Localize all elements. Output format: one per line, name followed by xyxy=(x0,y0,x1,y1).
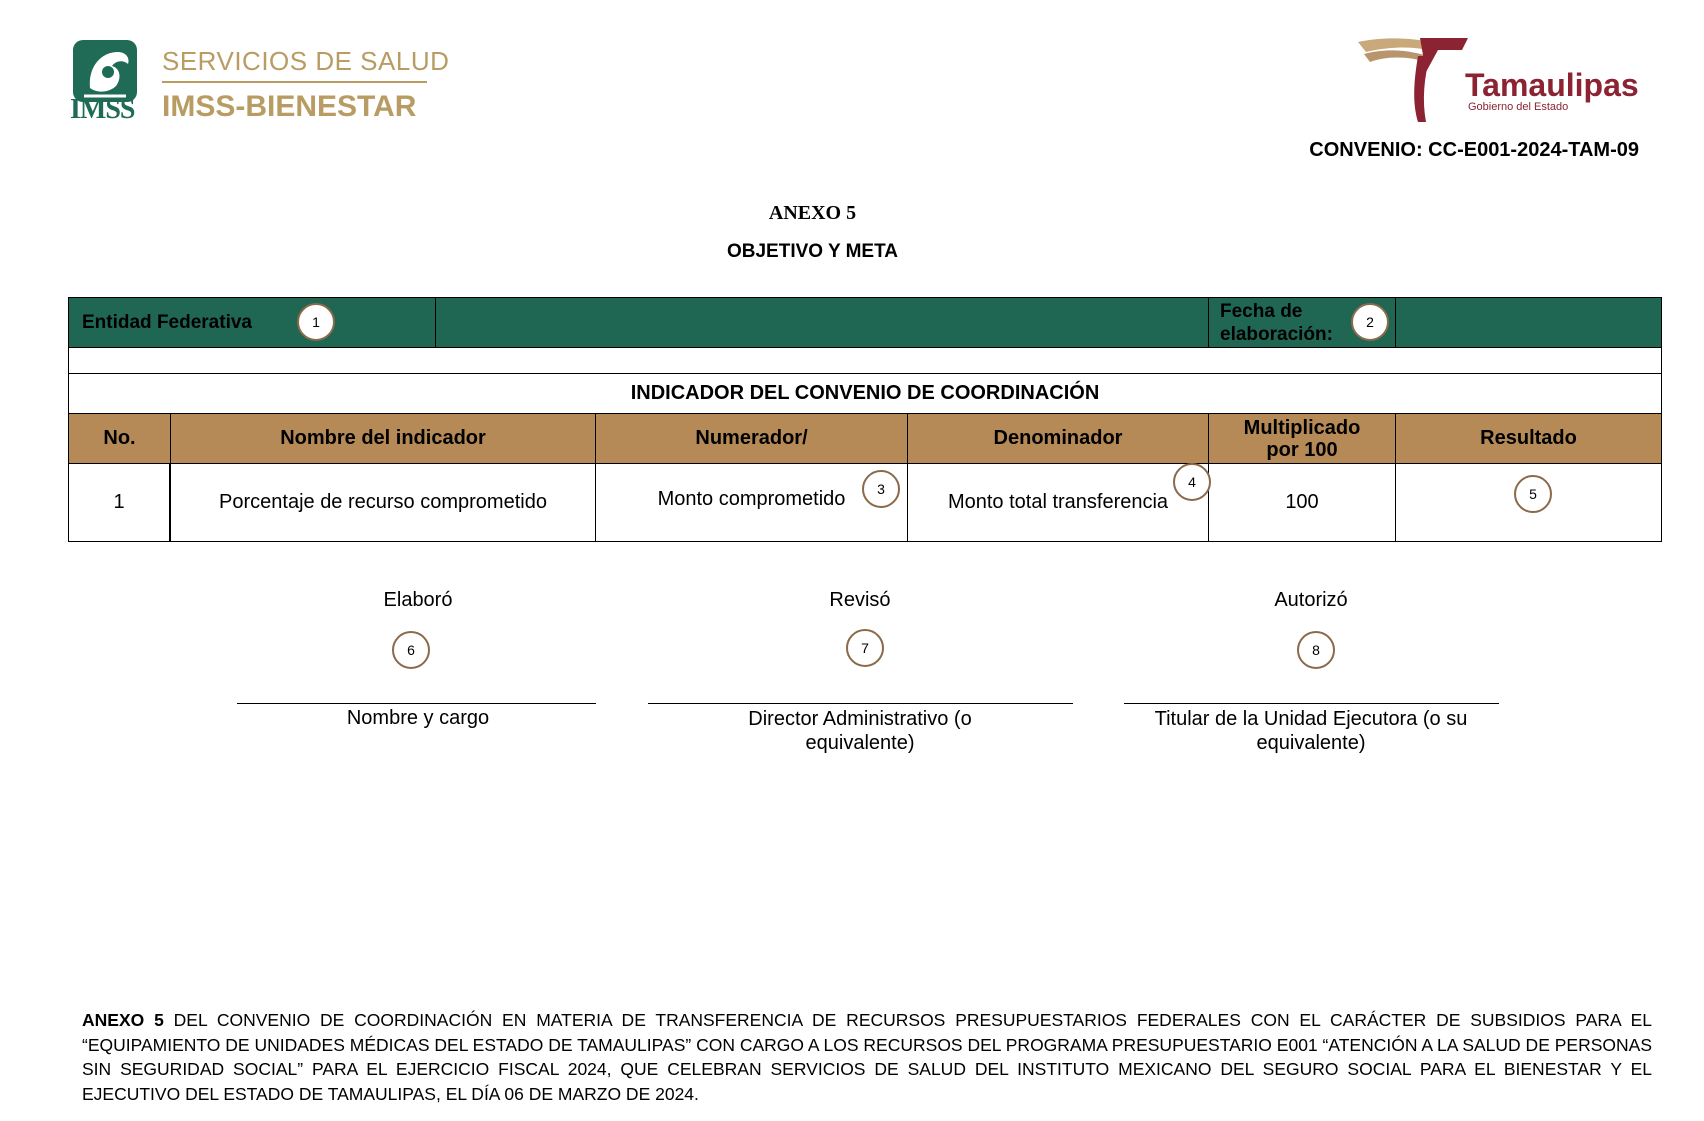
signature-line-reviso xyxy=(648,703,1073,704)
row-no: 1 xyxy=(68,463,171,542)
signature-caption-autorizo: Titular de la Unidad Ejecutora (o su equivalente) xyxy=(1154,708,1468,754)
servicios-salud-text: SERVICIOS DE SALUD xyxy=(162,46,450,76)
tamaulipas-subtitle: Gobierno del Estado xyxy=(1468,101,1569,113)
tamaulipas-emblem-icon xyxy=(1356,36,1476,126)
logo-divider xyxy=(162,81,427,83)
entidad-value-cell[interactable] xyxy=(435,297,1209,348)
fecha-label: Fecha de elaboración: xyxy=(1220,300,1333,345)
marker-5: 5 xyxy=(1514,475,1552,513)
row-nombre: Porcentaje de recurso comprometido xyxy=(170,463,596,542)
signature-line-elaboro xyxy=(237,703,596,704)
section-title: INDICADOR DEL CONVENIO DE COORDINACIÓN xyxy=(68,373,1662,414)
signature-title-autorizo: Autorizó xyxy=(1274,589,1348,611)
row-numerador: Monto comprometido xyxy=(595,463,908,542)
marker-3: 3 xyxy=(862,470,900,508)
marker-6: 6 xyxy=(392,631,430,669)
col-header-nombre: Nombre del indicador xyxy=(170,413,596,464)
col-header-multiplicado: Multiplicado por 100 xyxy=(1208,413,1396,464)
footer-bold-lead: ANEXO 5 xyxy=(82,1010,164,1030)
col-header-denominador: Denominador xyxy=(907,413,1209,464)
imss-bienestar-text: IMSS-BIENESTAR xyxy=(162,90,417,123)
marker-1: 1 xyxy=(297,303,335,341)
row-denominador: Monto total transferencia xyxy=(907,463,1209,542)
signature-caption-elaboro: Nombre y cargo xyxy=(346,707,490,729)
entidad-label: Entidad Federativa xyxy=(82,311,252,333)
signature-title-elaboro: Elaboró xyxy=(383,589,453,611)
row-multiplicado: 100 xyxy=(1208,463,1396,542)
anexo-title: ANEXO 5 xyxy=(768,202,857,224)
signature-caption-reviso: Director Administrativo (o equivalente) xyxy=(748,708,972,754)
signature-title-reviso: Revisó xyxy=(829,589,891,611)
objetivo-title: OBJETIVO Y META xyxy=(726,241,899,262)
col-header-numerador: Numerador/ xyxy=(595,413,908,464)
footer-body: DEL CONVENIO DE COORDINACIÓN EN MATERIA DE TRANSFERENCIA DE RECURSOS PRESUPUESTARIOS FEDERALES CON EL CARÁCTER DE SUBSIDIOS PARA EL “EQUIPAMIENTO DE UNIDADES MÉDICAS DEL ESTADO DE TAMAULIPAS” CON CARGO A LOS RECURSOS DEL PROGRAMA PRESUPUESTARIO E001 “ATENCIÓN A LA SALUD DE PERSONAS SIN SEGURIDAD SOCIAL” PARA EL EJERCICIO FISCAL 2024, QUE CELEBRAN SERVICIOS DE SALUD DEL INSTITUTO MEXICANO DEL SEGURO SOCIAL PARA EL BIENESTAR Y EL EJECUTIVO DEL ESTADO DE TAMAULIPAS, EL DÍA 06 DE MARZO DE 2024. xyxy=(82,1010,1652,1104)
marker-8: 8 xyxy=(1297,631,1335,669)
footer-text xyxy=(82,1008,1652,1106)
col-header-resultado: Resultado xyxy=(1395,413,1662,464)
entidad-label-cell xyxy=(68,297,436,348)
signature-line-autorizo xyxy=(1124,703,1499,704)
marker-4: 4 xyxy=(1173,463,1211,501)
marker-2: 2 xyxy=(1351,303,1389,341)
col-header-no: No. xyxy=(68,413,171,464)
tamaulipas-title: Tamaulipas xyxy=(1465,67,1639,103)
marker-7: 7 xyxy=(846,629,884,667)
fecha-value-cell[interactable] xyxy=(1395,297,1662,348)
convenio-number: CONVENIO: CC-E001-2024-TAM-09 xyxy=(1309,139,1639,161)
imss-wordmark: IMSS xyxy=(70,94,135,125)
spacer-row xyxy=(68,347,1662,374)
